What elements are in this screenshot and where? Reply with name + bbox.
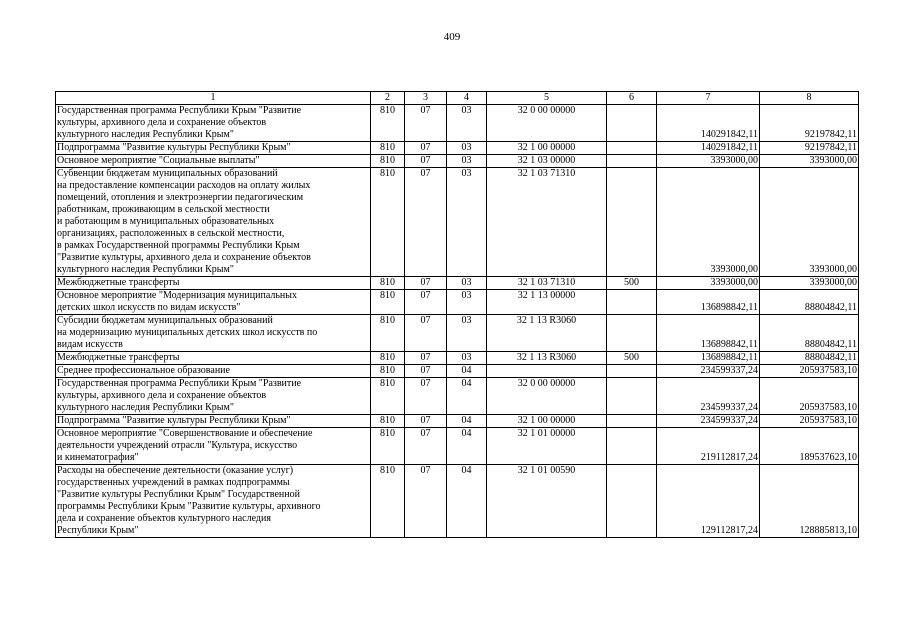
amount-year1-cell: 129112817,24 [657,465,760,538]
table-row [56,105,859,142]
expense-type-cell [607,465,657,538]
target-article-cell [487,365,607,378]
row-name-cell: Подпрограмма "Развитие культуры Республики Крым" [56,142,371,155]
amount-year2-cell: 3393000,00 [760,277,859,290]
target-article-cell: 32 1 00 00000 [487,142,607,155]
section-code-cell: 07 [405,142,447,155]
table-header-row [56,92,859,105]
grbs-code-cell: 810 [371,428,405,465]
target-article-cell: 32 1 03 71310 [487,168,607,277]
target-article-cell: 32 1 03 00000 [487,155,607,168]
target-article-cell: 32 1 03 71310 [487,277,607,290]
section-code-cell: 07 [405,352,447,365]
expense-type-cell [607,155,657,168]
expense-type-cell [607,290,657,315]
section-code-cell: 07 [405,378,447,415]
section-code-cell: 07 [405,277,447,290]
subsection-code-cell: 03 [447,352,487,365]
column-header: 3 [405,92,447,105]
amount-year1-cell: 3393000,00 [657,168,760,277]
row-name-cell: Основное мероприятие "Социальные выплаты" [56,155,371,168]
section-code-cell: 07 [405,315,447,352]
target-article-cell: 32 1 13 R3060 [487,352,607,365]
expense-type-cell: 500 [607,352,657,365]
budget-table [55,91,859,538]
row-name-cell: Субсидии бюджетам муниципальных образований на модернизацию муниципальных детских школ искусств по видам искусств [56,315,371,352]
table-row [56,415,859,428]
table-row [56,155,859,168]
expense-type-cell [607,142,657,155]
grbs-code-cell: 810 [371,378,405,415]
amount-year2-cell: 92197842,11 [760,142,859,155]
column-header: 2 [371,92,405,105]
subsection-code-cell: 03 [447,105,487,142]
row-name-cell: Основное мероприятие "Совершенствование и обеспечение деятельности учреждений отрасли "Культура, искусство и кинематография" [56,428,371,465]
row-name-cell: Среднее профессиональное образование [56,365,371,378]
subsection-code-cell: 03 [447,142,487,155]
expense-type-cell [607,105,657,142]
expense-type-cell [607,365,657,378]
target-article-cell: 32 1 13 R3060 [487,315,607,352]
amount-year1-cell: 136898842,11 [657,352,760,365]
target-article-cell: 32 0 00 00000 [487,105,607,142]
grbs-code-cell: 810 [371,415,405,428]
column-header: 6 [607,92,657,105]
amount-year2-cell: 88804842,11 [760,352,859,365]
target-article-cell: 32 1 01 00000 [487,428,607,465]
subsection-code-cell: 03 [447,168,487,277]
table-row [56,365,859,378]
subsection-code-cell: 03 [447,277,487,290]
amount-year2-cell: 88804842,11 [760,290,859,315]
expense-type-cell [607,168,657,277]
grbs-code-cell: 810 [371,365,405,378]
row-name-cell: Подпрограмма "Развитие культуры Республики Крым" [56,415,371,428]
grbs-code-cell: 810 [371,277,405,290]
table-row [56,465,859,538]
amount-year1-cell: 3393000,00 [657,277,760,290]
amount-year1-cell: 3393000,00 [657,155,760,168]
row-name-cell: Межбюджетные трансферты [56,352,371,365]
section-code-cell: 07 [405,365,447,378]
amount-year1-cell: 219112817,24 [657,428,760,465]
table-row [56,315,859,352]
grbs-code-cell: 810 [371,290,405,315]
amount-year2-cell: 205937583,10 [760,415,859,428]
amount-year2-cell: 3393000,00 [760,168,859,277]
grbs-code-cell: 810 [371,465,405,538]
table-row [56,142,859,155]
grbs-code-cell: 810 [371,142,405,155]
row-name-cell: Расходы на обеспечение деятельности (оказание услуг) государственных учреждений в рамках подпрограммы "Развитие культуры Республики Крым" Государственной программы Республики Крым "Развитие культуры, архивного дела и сохранение объектов культурного наследия Республики Крым" [56,465,371,538]
subsection-code-cell: 04 [447,428,487,465]
amount-year1-cell: 136898842,11 [657,315,760,352]
target-article-cell: 32 1 00 00000 [487,415,607,428]
grbs-code-cell: 810 [371,155,405,168]
column-header: 7 [657,92,760,105]
table-row [56,352,859,365]
table-row [56,277,859,290]
column-header: 5 [487,92,607,105]
amount-year1-cell: 234599337,24 [657,378,760,415]
grbs-code-cell: 810 [371,352,405,365]
section-code-cell: 07 [405,428,447,465]
amount-year1-cell: 234599337,24 [657,365,760,378]
row-name-cell: Государственная программа Республики Крым "Развитие культуры, архивного дела и сохранение объектов культурного наследия Республики Крым" [56,378,371,415]
amount-year1-cell: 136898842,11 [657,290,760,315]
table-row [56,168,859,277]
amount-year2-cell: 128885813,10 [760,465,859,538]
target-article-cell: 32 1 01 00590 [487,465,607,538]
row-name-cell: Государственная программа Республики Крым "Развитие культуры, архивного дела и сохранение объектов культурного наследия Республики Крым" [56,105,371,142]
expense-type-cell: 500 [607,277,657,290]
section-code-cell: 07 [405,168,447,277]
section-code-cell: 07 [405,155,447,168]
amount-year1-cell: 140291842,11 [657,142,760,155]
grbs-code-cell: 810 [371,168,405,277]
row-name-cell: Субвенции бюджетам муниципальных образований на предоставление компенсации расходов на оплату жилых помещений, отопления и электроэнергии педагогическим работникам, проживающим в сельской местности и работающим в муниципальных образовательных организациях, расположенных в сельской местности, в рамках Государственной программы Республики Крым "Развитие культуры, архивного дела и сохранение объектов культурного наследия Республики Крым" [56,168,371,277]
table-row [56,378,859,415]
amount-year2-cell: 3393000,00 [760,155,859,168]
section-code-cell: 07 [405,465,447,538]
expense-type-cell [607,378,657,415]
grbs-code-cell: 810 [371,315,405,352]
column-header: 4 [447,92,487,105]
amount-year1-cell: 140291842,11 [657,105,760,142]
subsection-code-cell: 04 [447,378,487,415]
table-row [56,428,859,465]
subsection-code-cell: 04 [447,415,487,428]
subsection-code-cell: 04 [447,365,487,378]
target-article-cell: 32 0 00 00000 [487,378,607,415]
amount-year2-cell: 205937583,10 [760,365,859,378]
grbs-code-cell: 810 [371,105,405,142]
subsection-code-cell: 03 [447,155,487,168]
section-code-cell: 07 [405,105,447,142]
amount-year2-cell: 88804842,11 [760,315,859,352]
expense-type-cell [607,315,657,352]
column-header: 1 [56,92,371,105]
row-name-cell: Межбюджетные трансферты [56,277,371,290]
amount-year2-cell: 189537623,10 [760,428,859,465]
amount-year1-cell: 234599337,24 [657,415,760,428]
column-header: 8 [760,92,859,105]
amount-year2-cell: 92197842,11 [760,105,859,142]
expense-type-cell [607,415,657,428]
subsection-code-cell: 04 [447,465,487,538]
section-code-cell: 07 [405,290,447,315]
page-number: 409 [443,31,461,43]
subsection-code-cell: 03 [447,315,487,352]
table-row [56,290,859,315]
expense-type-cell [607,428,657,465]
row-name-cell: Основное мероприятие "Модернизация муниципальных детских школ искусств по видам искусств" [56,290,371,315]
target-article-cell: 32 1 13 00000 [487,290,607,315]
section-code-cell: 07 [405,415,447,428]
subsection-code-cell: 03 [447,290,487,315]
amount-year2-cell: 205937583,10 [760,378,859,415]
